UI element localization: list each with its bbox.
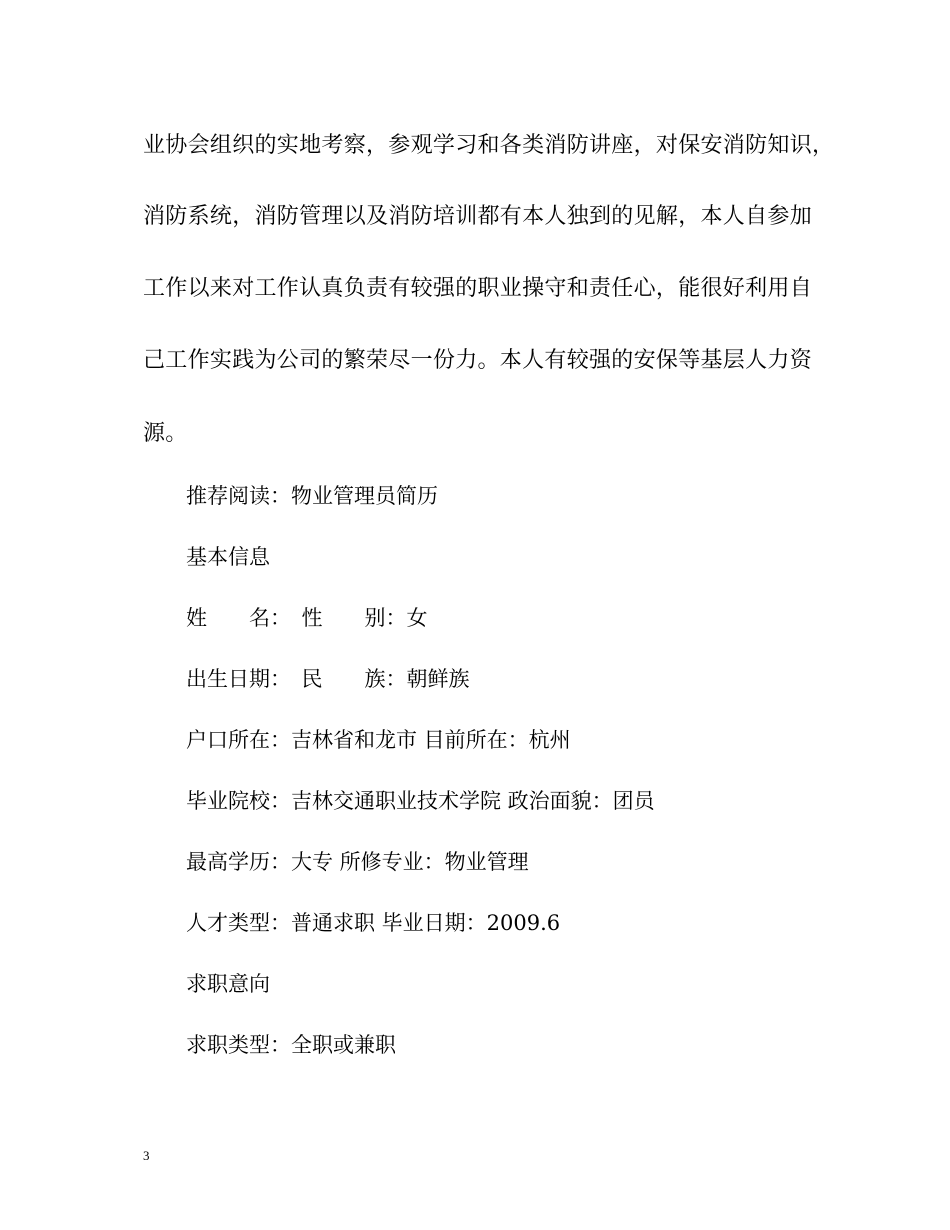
paragraph-line-5: 源。 [143,421,188,446]
info-education-major: 最高学历：大专 所修专业：物业管理 [186,850,529,874]
section-heading-job-intention: 求职意向 [186,972,270,996]
info-talent-type-graduation: 人才类型：普通求职 毕业日期：2009.6 [186,911,561,935]
paragraph-line-1: 业协会组织的实地考察，参观学习和各类消防讲座，对保安消防知识， [143,133,835,158]
paragraph-line-3: 工作以来对工作认真负责有较强的职业操守和责任心，能很好利用自 [143,276,813,301]
paragraph-line-2: 消防系统，消防管理以及消防培训都有本人独到的见解，本人自参加 [143,204,813,229]
section-heading-basic-info: 基本信息 [186,545,270,569]
info-hukou-location: 户口所在：吉林省和龙市 目前所在：杭州 [186,728,571,752]
info-name-gender: 姓 名： 性 别：女 [186,606,428,630]
paragraph-line-4: 己工作实践为公司的繁荣尽一份力。本人有较强的安保等基层人力资 [143,348,813,373]
info-job-type: 求职类型：全职或兼职 [186,1033,396,1057]
info-birthdate-ethnicity: 出生日期： 民 族：朝鲜族 [186,667,470,691]
recommended-reading-link[interactable]: 推荐阅读：物业管理员简历 [186,484,438,508]
info-school-political-status: 毕业院校：吉林交通职业技术学院 政治面貌：团员 [186,789,655,813]
page-number: 3 [143,1148,150,1163]
